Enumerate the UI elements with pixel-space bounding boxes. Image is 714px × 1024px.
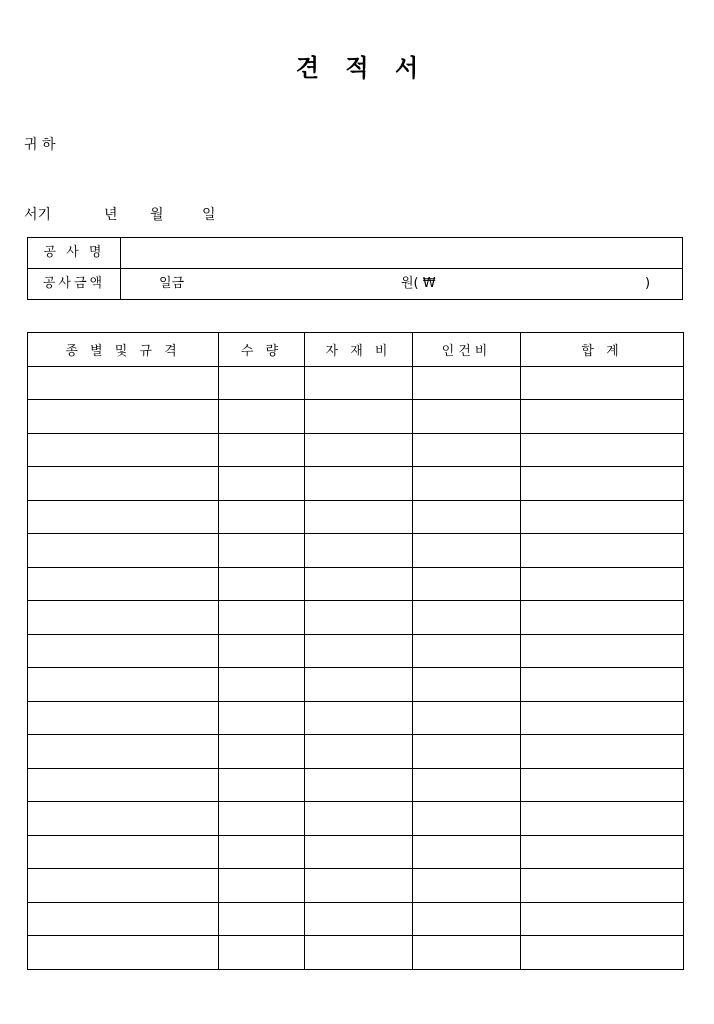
estimate-table	[27, 332, 684, 970]
cell-item-spec	[28, 735, 219, 769]
cell-item-spec	[28, 668, 219, 702]
cell-quantity	[219, 735, 305, 769]
date-day-label: 일	[202, 207, 216, 223]
cell-total	[521, 400, 684, 434]
header-total: 합 계	[521, 333, 684, 367]
table-row	[28, 802, 684, 836]
cell-labor-cost	[413, 768, 521, 802]
cell-quantity	[219, 400, 305, 434]
cell-item-spec	[28, 701, 219, 735]
cell-material-cost	[305, 500, 413, 534]
cell-material-cost	[305, 835, 413, 869]
date-line	[24, 206, 264, 224]
cell-item-spec	[28, 601, 219, 635]
cell-material-cost	[305, 869, 413, 903]
cell-total	[521, 735, 684, 769]
cell-item-spec	[28, 567, 219, 601]
amount-prefix: 일금	[159, 276, 185, 291]
header-quantity: 수 량	[219, 333, 305, 367]
cell-labor-cost	[413, 634, 521, 668]
table-row	[28, 567, 684, 601]
cell-material-cost	[305, 768, 413, 802]
cell-total	[521, 467, 684, 501]
project-amount-value	[121, 269, 683, 300]
table-row	[28, 366, 684, 400]
cell-item-spec	[28, 534, 219, 568]
cell-total	[521, 902, 684, 936]
cell-quantity	[219, 500, 305, 534]
cell-item-spec	[28, 768, 219, 802]
cell-total	[521, 869, 684, 903]
cell-quantity	[219, 634, 305, 668]
cell-material-cost	[305, 668, 413, 702]
cell-labor-cost	[413, 802, 521, 836]
table-row	[28, 601, 684, 635]
cell-material-cost	[305, 467, 413, 501]
cell-labor-cost	[413, 400, 521, 434]
cell-quantity	[219, 802, 305, 836]
cell-item-spec	[28, 467, 219, 501]
cell-labor-cost	[413, 701, 521, 735]
cell-labor-cost	[413, 366, 521, 400]
project-amount-label: 공사금액	[28, 269, 121, 300]
cell-total	[521, 534, 684, 568]
table-row	[28, 701, 684, 735]
header-labor-cost: 인건비	[413, 333, 521, 367]
cell-material-cost	[305, 366, 413, 400]
recipient-line: 귀 하	[24, 137, 56, 153]
document-title: 견 적 서	[295, 53, 419, 82]
cell-labor-cost	[413, 534, 521, 568]
cell-quantity	[219, 768, 305, 802]
cell-labor-cost	[413, 668, 521, 702]
cell-total	[521, 668, 684, 702]
estimate-header-row	[28, 333, 684, 367]
cell-total	[521, 835, 684, 869]
cell-quantity	[219, 668, 305, 702]
header-material-cost: 자 재 비	[305, 333, 413, 367]
cell-material-cost	[305, 433, 413, 467]
table-row	[28, 668, 684, 702]
cell-total	[521, 366, 684, 400]
cell-material-cost	[305, 735, 413, 769]
cell-labor-cost	[413, 567, 521, 601]
table-row	[28, 936, 684, 970]
date-month-label: 월	[150, 207, 164, 223]
cell-quantity	[219, 701, 305, 735]
cell-total	[521, 768, 684, 802]
table-row	[28, 735, 684, 769]
table-row	[28, 634, 684, 668]
project-name-row	[28, 238, 683, 269]
date-prefix: 서기	[24, 207, 52, 223]
cell-labor-cost	[413, 601, 521, 635]
cell-item-spec	[28, 366, 219, 400]
cell-total	[521, 500, 684, 534]
cell-labor-cost	[413, 902, 521, 936]
project-info-table	[27, 237, 683, 300]
cell-total	[521, 601, 684, 635]
cell-total	[521, 433, 684, 467]
cell-item-spec	[28, 634, 219, 668]
table-row	[28, 400, 684, 434]
cell-quantity	[219, 567, 305, 601]
cell-item-spec	[28, 902, 219, 936]
cell-material-cost	[305, 400, 413, 434]
cell-quantity	[219, 869, 305, 903]
cell-quantity	[219, 366, 305, 400]
amount-won-label: 원( ₩	[401, 276, 436, 291]
cell-quantity	[219, 601, 305, 635]
project-amount-row	[28, 269, 683, 300]
date-year-label: 년	[104, 207, 118, 223]
cell-item-spec	[28, 400, 219, 434]
cell-item-spec	[28, 500, 219, 534]
cell-material-cost	[305, 701, 413, 735]
cell-material-cost	[305, 567, 413, 601]
cell-quantity	[219, 902, 305, 936]
project-name-label: 공 사 명	[28, 238, 121, 269]
cell-item-spec	[28, 835, 219, 869]
cell-item-spec	[28, 433, 219, 467]
cell-material-cost	[305, 601, 413, 635]
table-row	[28, 433, 684, 467]
cell-total	[521, 634, 684, 668]
cell-labor-cost	[413, 433, 521, 467]
table-row	[28, 902, 684, 936]
estimate-table-body	[28, 366, 684, 969]
cell-material-cost	[305, 534, 413, 568]
table-row	[28, 500, 684, 534]
cell-quantity	[219, 835, 305, 869]
cell-quantity	[219, 534, 305, 568]
cell-total	[521, 936, 684, 970]
header-item-spec: 종 별 및 규 격	[28, 333, 219, 367]
cell-labor-cost	[413, 467, 521, 501]
amount-close-paren: )	[645, 276, 651, 291]
cell-total	[521, 701, 684, 735]
cell-item-spec	[28, 869, 219, 903]
table-row	[28, 768, 684, 802]
cell-labor-cost	[413, 835, 521, 869]
table-row	[28, 869, 684, 903]
cell-total	[521, 802, 684, 836]
cell-material-cost	[305, 634, 413, 668]
cell-quantity	[219, 433, 305, 467]
cell-item-spec	[28, 802, 219, 836]
cell-labor-cost	[413, 735, 521, 769]
cell-labor-cost	[413, 869, 521, 903]
cell-material-cost	[305, 802, 413, 836]
cell-quantity	[219, 467, 305, 501]
cell-material-cost	[305, 902, 413, 936]
cell-quantity	[219, 936, 305, 970]
cell-item-spec	[28, 936, 219, 970]
table-row	[28, 534, 684, 568]
cell-labor-cost	[413, 936, 521, 970]
cell-total	[521, 567, 684, 601]
cell-labor-cost	[413, 500, 521, 534]
table-row	[28, 835, 684, 869]
table-row	[28, 467, 684, 501]
project-name-value	[121, 238, 683, 269]
cell-material-cost	[305, 936, 413, 970]
